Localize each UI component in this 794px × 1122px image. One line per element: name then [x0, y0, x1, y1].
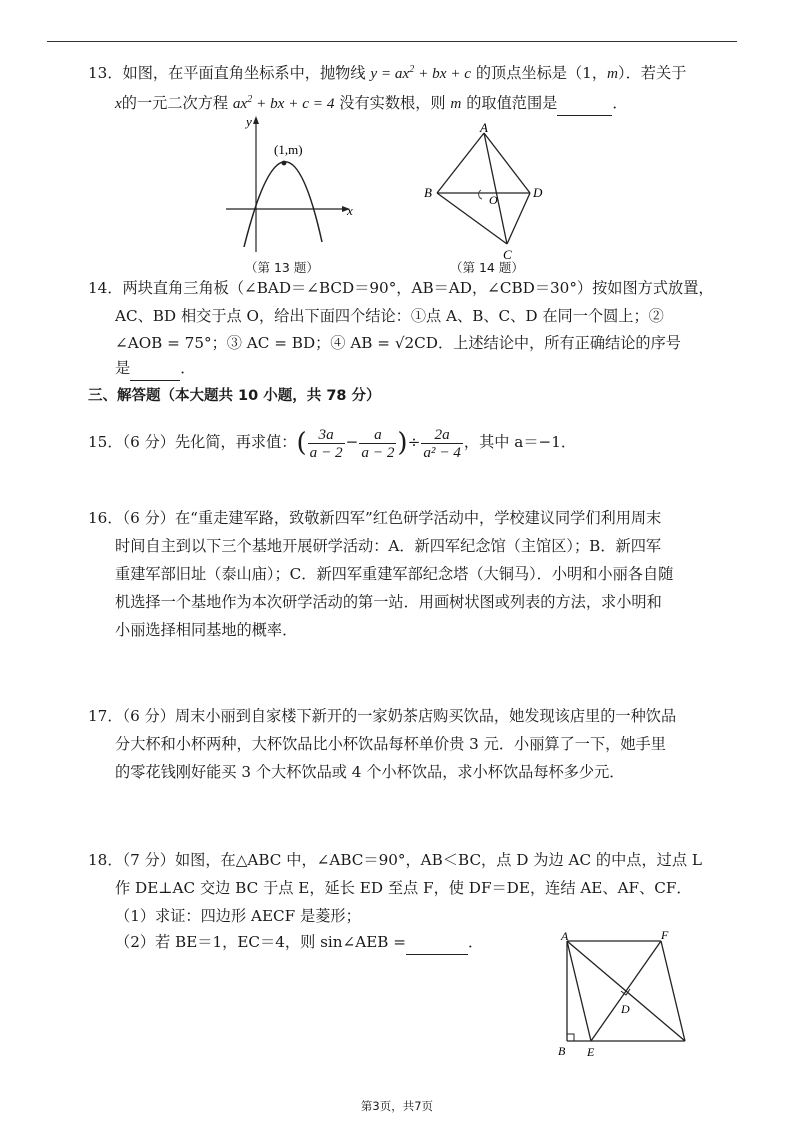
q15-frac1-den: a − 2 — [309, 443, 343, 461]
q14-label-D: D — [533, 185, 543, 200]
q18-line4 — [115, 932, 483, 955]
q14-line3-text: ∠AOB = 75°；③ AC = BD；④ AB = — [115, 334, 390, 352]
header-rule — [47, 41, 737, 42]
q14-answer-blank — [130, 360, 180, 381]
q14-label-C: C — [503, 247, 512, 262]
q14-label-O: O — [489, 193, 498, 207]
q13-period: ． — [612, 94, 628, 112]
q18-label-A: A — [561, 929, 569, 943]
q13-eq-parabola-rest: + bx + c — [414, 65, 472, 82]
q14-label-A: A — [480, 120, 488, 135]
q13-x-label: x — [347, 203, 353, 218]
q17-line3: 的零花钱刚好能买 3 个大杯饮品或 4 个小杯饮品，求小杯饮品每杯多少元． — [115, 763, 625, 781]
q13-var-x: x — [115, 95, 122, 112]
q14-angle-mark — [479, 190, 482, 199]
q18-seg-FC — [661, 941, 685, 1041]
q14-caption: （第 14 题） — [450, 260, 524, 275]
q18-seg-AE — [567, 941, 591, 1041]
q16-line1: 16．（6 分）在“重走建军路，致敬新四军”红色研学活动中，学校建议同学们利用周末 — [88, 509, 662, 527]
q15-div: ÷ — [407, 433, 421, 451]
q18-label-E: E — [587, 1045, 595, 1059]
q14-period: ． — [180, 359, 196, 377]
q14-seg-AD — [484, 133, 530, 193]
q17-line2: 分大杯和小杯两种，大杯饮品比小杯饮品每杯单价贵 3 元．小丽算了一下，她手里 — [115, 735, 666, 753]
q13-sup: 2 — [409, 64, 415, 75]
q15-frac1-num: 3a — [308, 426, 345, 444]
q15-suffix: ，其中 a＝−1． — [463, 433, 577, 451]
q17-line1: 17．（6 分）周末小丽到自家楼下新开的一家奶茶店购买饮品，她发现该店里的一种饮品 — [88, 707, 677, 725]
q13-var-m2: m — [450, 95, 462, 112]
q13-sup2: 2 — [247, 94, 253, 105]
q18-period: ． — [468, 933, 484, 951]
q13-eq-quadratic-rest: + bx + c = 4 — [252, 95, 335, 112]
q16-line2: 时间自主到以下三个基地开展研学活动：A．新四军纪念馆（主馆区）；B．新四军 — [115, 537, 662, 555]
q14-line4 — [115, 358, 195, 381]
q13-text-tail: ）．若关于 — [618, 64, 687, 82]
q15-minus: − — [345, 433, 359, 451]
q13-eq-quadratic: ax — [232, 95, 248, 112]
q18-line4-text: （2）若 BE＝1，EC＝4，则 sin∠AEB = — [115, 933, 407, 951]
q13-y-arrow — [253, 116, 259, 124]
q18-line2: 作 DE⊥AC 交边 BC 于点 E，延长 ED 至点 F，使 DF＝DE，连结 AE、AF、CF． — [115, 879, 692, 897]
q18-answer-blank — [406, 934, 468, 955]
q15-prefix: 15．（6 分）先化简，再求值： — [88, 433, 297, 451]
q18-right-angle-B — [567, 1034, 574, 1041]
q13-text: 13．如图，在平面直角坐标系中，抛物线 — [88, 64, 366, 82]
q18-figure — [555, 928, 700, 1060]
q14-seg-AB — [437, 133, 484, 193]
q13-caption: （第 13 题） — [245, 260, 319, 275]
q13-text-noroot: 没有实数根，则 — [339, 94, 446, 112]
q18-line1: 18．（7 分）如图，在△ABC 中，∠ABC＝90°，AB＜BC，点 D 为边 AC 的中点，过点 L — [88, 851, 702, 869]
q13-y-label: y — [246, 114, 252, 129]
section-title: 三、解答题（本大题共 10 小题，共 78 分） — [88, 388, 381, 404]
q15-frac2-num: a — [359, 426, 396, 444]
q15-frac3-den: a² − 4 — [423, 443, 461, 461]
q13-text-eq-intro: 的一元二次方程 — [121, 94, 229, 112]
q18-line3: （1）求证：四边形 AECF 是菱形； — [115, 907, 361, 925]
q14-label-B: B — [424, 185, 432, 200]
q18-label-F: F — [661, 928, 669, 942]
q13-text-vertex: 的顶点坐标是（1， — [475, 64, 608, 82]
q14-line4-text: 是 — [115, 359, 131, 377]
q14-sqrt2: √2 — [394, 334, 415, 352]
q14-line2: AC、BD 相交于点 O，给出下面四个结论：①点 A、B、C、D 在同一个圆上；② — [115, 307, 664, 325]
q15-frac2-den: a − 2 — [361, 443, 395, 461]
q16-line4: 机选择一个基地作为本次研学活动的第一站．用画树状图或列表的方法，求小明和 — [115, 593, 662, 611]
q14-line1: 14．两块直角三角板（∠BAD＝∠BCD＝90°，AB＝AD，∠CBD＝30°）按如图方式放置， — [88, 279, 714, 297]
q13-var-m: m — [607, 65, 618, 82]
q18-label-D: D — [621, 1002, 630, 1016]
q13-vertex-point — [282, 161, 287, 166]
q14-seg-AC — [484, 133, 507, 244]
q13-text-range: 的取值范围是 — [466, 94, 558, 112]
q14-line3 — [115, 333, 681, 353]
q15-frac3 — [421, 426, 463, 461]
q15-frac1 — [308, 426, 345, 461]
page-number: 第3页，共7页 — [360, 1099, 434, 1113]
q13-line1 — [88, 60, 686, 84]
q16-line5: 小丽选择相同基地的概率． — [115, 621, 298, 639]
q14-line3-text-b: CD．上述结论中，所有正确结论的序号 — [414, 334, 681, 352]
q13-line2 — [115, 90, 628, 116]
q15-frac3-num: 2a — [421, 426, 463, 444]
q15-line: 15．（6 分）先化简，再求值：( $\frac{3a}{a - 2}$ − $\frac{a}{a - 2}$ )÷ $\frac{2a}{\text{a² − 4}}$ ，其中 a＝−1． — [88, 425, 577, 461]
q14-figure — [418, 120, 553, 262]
q13-vertex-label: (1,m) — [274, 142, 303, 157]
q14-seg-DC — [507, 193, 530, 244]
q13-figure — [220, 112, 360, 257]
q18-label-B: B — [558, 1044, 566, 1058]
q13-eq-parabola: y = ax — [370, 65, 410, 82]
q16-line3: 重建军部旧址（泰山庙）；C．新四军重建军部纪念塔（大铜马）．小明和小丽各自随 — [115, 565, 674, 583]
q13-answer-blank — [557, 95, 612, 116]
q15-frac2 — [359, 426, 396, 461]
q18-seg-FE — [591, 941, 661, 1041]
